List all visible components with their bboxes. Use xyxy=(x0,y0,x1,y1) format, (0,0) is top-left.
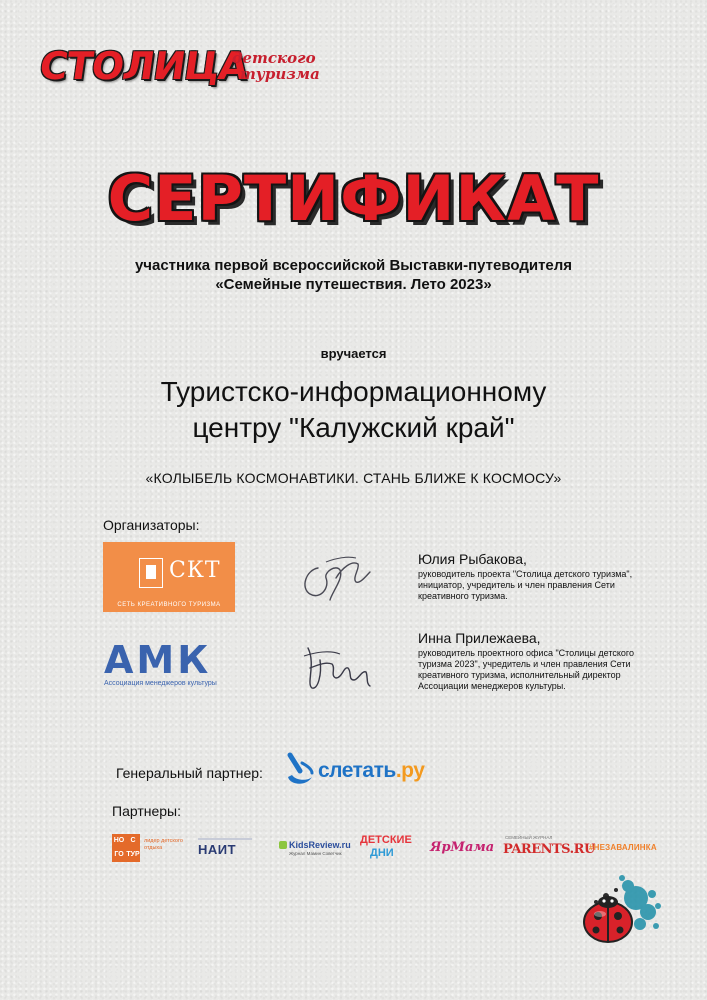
nostour-emblem xyxy=(112,834,140,862)
organizer-name: Юлия Рыбакова, xyxy=(418,551,527,567)
organizer-role: руководитель проектного офиса "Столицы детского туризма 2023", учредитель и член правления Сети креативного туризма, исполнительный директор Ассоциации менеджеров культуры. xyxy=(418,648,634,691)
brand-logo xyxy=(36,44,330,106)
skt-logo-text: СКТ xyxy=(169,558,221,583)
awarded-label: вручается xyxy=(320,346,387,361)
parents-sub: СЕМЕЙНЫЙ ЖУРНАЛ xyxy=(505,835,553,840)
exhibit-name: «КОЛЫБЕЛЬ КОСМОНАВТИКИ. СТАНЬ БЛИЖЕ К КОСМОСУ» xyxy=(145,470,562,486)
recipient-line1: Туристско-информационному xyxy=(160,376,547,407)
skt-logo xyxy=(103,542,235,612)
nait-text: НАИТ xyxy=(198,842,237,857)
amk-logo xyxy=(104,640,234,690)
signature-prilezhaeva xyxy=(296,634,376,694)
organizer-name: Инна Прилежаева, xyxy=(418,630,541,646)
certificate-subtitle xyxy=(0,256,707,294)
partners-label: Партнеры: xyxy=(112,803,181,819)
partner-nostour-logo xyxy=(112,832,183,866)
nostour-cell: НО xyxy=(113,837,125,844)
recipient-name xyxy=(0,374,707,446)
kidsreview-sub: Журнал Мамин Советчик xyxy=(289,851,342,856)
sletat-domain: .ру xyxy=(395,759,425,782)
yarmama-text: ЯрМама xyxy=(430,840,495,855)
organizer-person-1 xyxy=(418,551,658,602)
general-partner-label: Генеральный партнер: xyxy=(116,765,263,781)
nait-line xyxy=(198,838,252,840)
partner-kidsreview-logo xyxy=(279,832,351,866)
partner-nezavalinka-logo xyxy=(589,832,655,866)
organizer-person-2 xyxy=(418,630,658,692)
nostour-cell: С xyxy=(130,837,136,844)
kidsreview-text: KidsReview.ru xyxy=(289,840,351,850)
subtitle-line2: «Семейные путешествия. Лето 2023» xyxy=(215,276,492,293)
nostour-cell: ГО xyxy=(114,851,124,858)
partner-detskie-dni-logo xyxy=(360,832,412,866)
organizers-label: Организаторы: xyxy=(103,517,200,533)
partner-parents-logo xyxy=(503,832,595,866)
brand-logo-sub-line1: детского xyxy=(232,49,316,67)
partner-nait-logo xyxy=(198,832,260,866)
certificate-title: СЕРТИФИКАТ xyxy=(107,162,600,235)
partner-yarmama-logo xyxy=(430,832,495,866)
detskie-dni-text xyxy=(360,834,412,860)
detskie-dni-line2: ДНИ xyxy=(370,847,394,859)
skt-logo-caption: СЕТЬ КРЕАТИВНОГО ТУРИЗМА xyxy=(117,602,221,608)
recipient-line2: центру "Калужский край" xyxy=(192,412,515,443)
amk-logo-caption: Ассоциация менеджеров культуры xyxy=(104,680,217,687)
brand-logo-sub xyxy=(232,50,352,82)
signature-rybakova xyxy=(296,548,376,608)
organizer-role: руководитель проекта "Столица детского туризма", инициатор, учредитель и член правления Сети креативного туризма. xyxy=(418,569,633,601)
nezavalinka-text: #НЕЗАВАЛИНКА xyxy=(589,843,657,852)
parents-text: PARENTS.RU xyxy=(503,842,595,857)
amk-logo-text: АМК xyxy=(104,638,212,682)
plane-swirl-icon xyxy=(284,751,316,787)
detskie-dni-line1: ДЕТСКИЕ xyxy=(360,834,412,846)
sletat-logo-text xyxy=(318,759,424,783)
subtitle-line1: участника первой всероссийской Выставки-путеводителя xyxy=(134,257,573,274)
sletat-name: слетать xyxy=(318,759,396,782)
kidsreview-icon xyxy=(279,841,287,849)
nostour-cell: ТУР xyxy=(126,851,140,858)
nostour-caption: лидер детского отдыха xyxy=(144,838,183,851)
sletat-logo xyxy=(284,751,434,787)
skt-emblem-icon xyxy=(139,558,163,588)
brand-logo-sub-line2: туризма xyxy=(240,65,320,83)
brand-logo-main: СТОЛИЦА xyxy=(36,44,251,88)
ladybug-icon xyxy=(566,868,666,952)
